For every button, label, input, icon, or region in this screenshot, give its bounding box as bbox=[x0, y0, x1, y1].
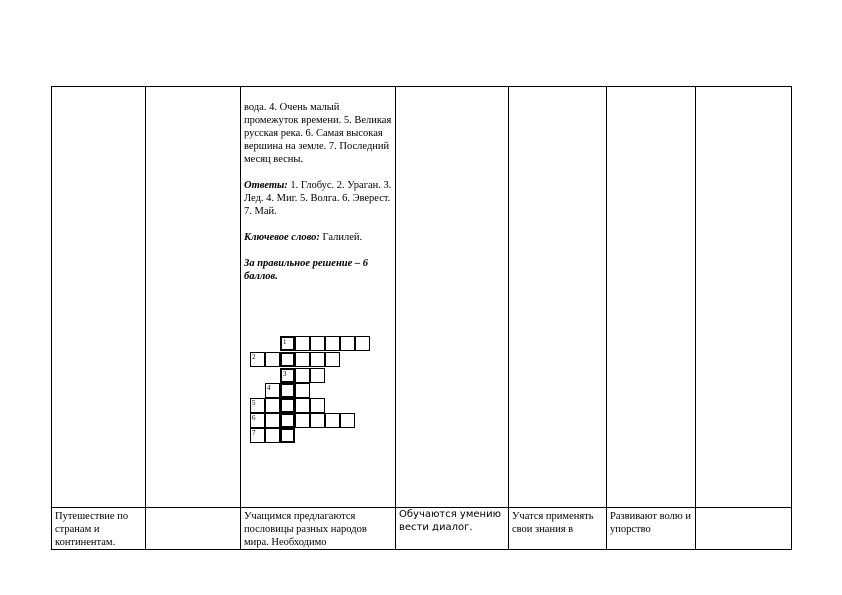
lower-col5-text: Учатся применять свои знания в bbox=[512, 511, 594, 535]
crossword-cell bbox=[340, 413, 355, 428]
crossword-cell bbox=[325, 413, 340, 428]
crossword-cell bbox=[310, 336, 325, 351]
crossword-cell bbox=[250, 398, 265, 413]
col-border-5 bbox=[508, 86, 509, 550]
crossword-cell bbox=[280, 352, 295, 367]
question-text: вода. 4. Очень малый промежуток времени. 5. Великая русская река. 6. Самая высокая вершина на земле. 7. Последний месяц весны. bbox=[244, 102, 392, 165]
crossword-cell bbox=[265, 398, 280, 413]
crossword-number: 3 bbox=[283, 370, 287, 378]
answers-label: Ответы: bbox=[244, 180, 288, 191]
table-bottom-border bbox=[51, 549, 792, 550]
crossword-number: 5 bbox=[252, 399, 256, 407]
col-border-4 bbox=[395, 86, 396, 550]
crossword-number: 4 bbox=[267, 384, 271, 392]
crossword-number: 6 bbox=[252, 414, 256, 422]
crossword-cell bbox=[295, 398, 310, 413]
crossword-cell bbox=[280, 383, 295, 398]
crossword-cell bbox=[310, 352, 325, 367]
crossword-cell bbox=[295, 368, 310, 383]
crossword-number: 1 bbox=[283, 338, 287, 346]
lower-col1-text: Путешествие по странам и континентам. bbox=[55, 511, 129, 548]
crossword-cell bbox=[355, 336, 370, 351]
crossword-cell bbox=[325, 336, 340, 351]
lower-col3-text: Учащимся предлагаются пословицы разных народов мира. Необходимо bbox=[244, 511, 367, 548]
keyword-paragraph bbox=[244, 231, 392, 244]
crossword-cell bbox=[265, 428, 280, 443]
crossword-cell bbox=[295, 352, 310, 367]
crossword-cell bbox=[310, 413, 325, 428]
crossword-cell bbox=[310, 398, 325, 413]
crossword-cell bbox=[310, 368, 325, 383]
answers-text: 1. Глобус. 2. Ураган. 3. Лед. 4. Миг. 5. Волга. 6. Эверест. 7. Май. bbox=[244, 180, 392, 217]
crossword-cell bbox=[340, 336, 355, 351]
keyword-label: Ключевое слово: bbox=[244, 232, 320, 243]
keyword-text: Галилей. bbox=[319, 232, 363, 243]
table-top-border bbox=[51, 86, 792, 87]
crossword-number: 2 bbox=[252, 353, 256, 361]
crossword-cell bbox=[295, 336, 310, 351]
crossword-task-cell bbox=[244, 101, 392, 296]
crossword-cell bbox=[295, 383, 310, 398]
crossword-cell bbox=[280, 428, 295, 443]
crossword-cell bbox=[265, 383, 280, 398]
crossword-cell bbox=[280, 336, 295, 351]
crossword-cell bbox=[280, 398, 295, 413]
crossword-cell bbox=[325, 352, 340, 367]
crossword-cell bbox=[250, 413, 265, 428]
col-border-6 bbox=[606, 86, 607, 550]
crossword-cell bbox=[265, 413, 280, 428]
col-border-1 bbox=[51, 86, 52, 550]
lower-col4-text: Обучаются умению вести диалог. bbox=[399, 509, 501, 533]
crossword-cell bbox=[250, 428, 265, 443]
lower-col6-text: Развивают волю и упорство bbox=[610, 511, 691, 535]
crossword-cell bbox=[280, 413, 295, 428]
crossword-number: 7 bbox=[252, 429, 256, 437]
crossword-cell bbox=[250, 352, 265, 367]
col-border-8 bbox=[791, 86, 792, 550]
crossword-cell bbox=[295, 413, 310, 428]
col-border-7 bbox=[695, 86, 696, 550]
answers-paragraph bbox=[244, 179, 392, 218]
col-border-2 bbox=[145, 86, 146, 550]
crossword-cell bbox=[265, 352, 280, 367]
crossword-cell bbox=[280, 368, 295, 383]
col-border-3 bbox=[240, 86, 241, 550]
score-text: За правильное решение – 6 баллов. bbox=[244, 258, 369, 282]
row-divider bbox=[51, 507, 792, 508]
